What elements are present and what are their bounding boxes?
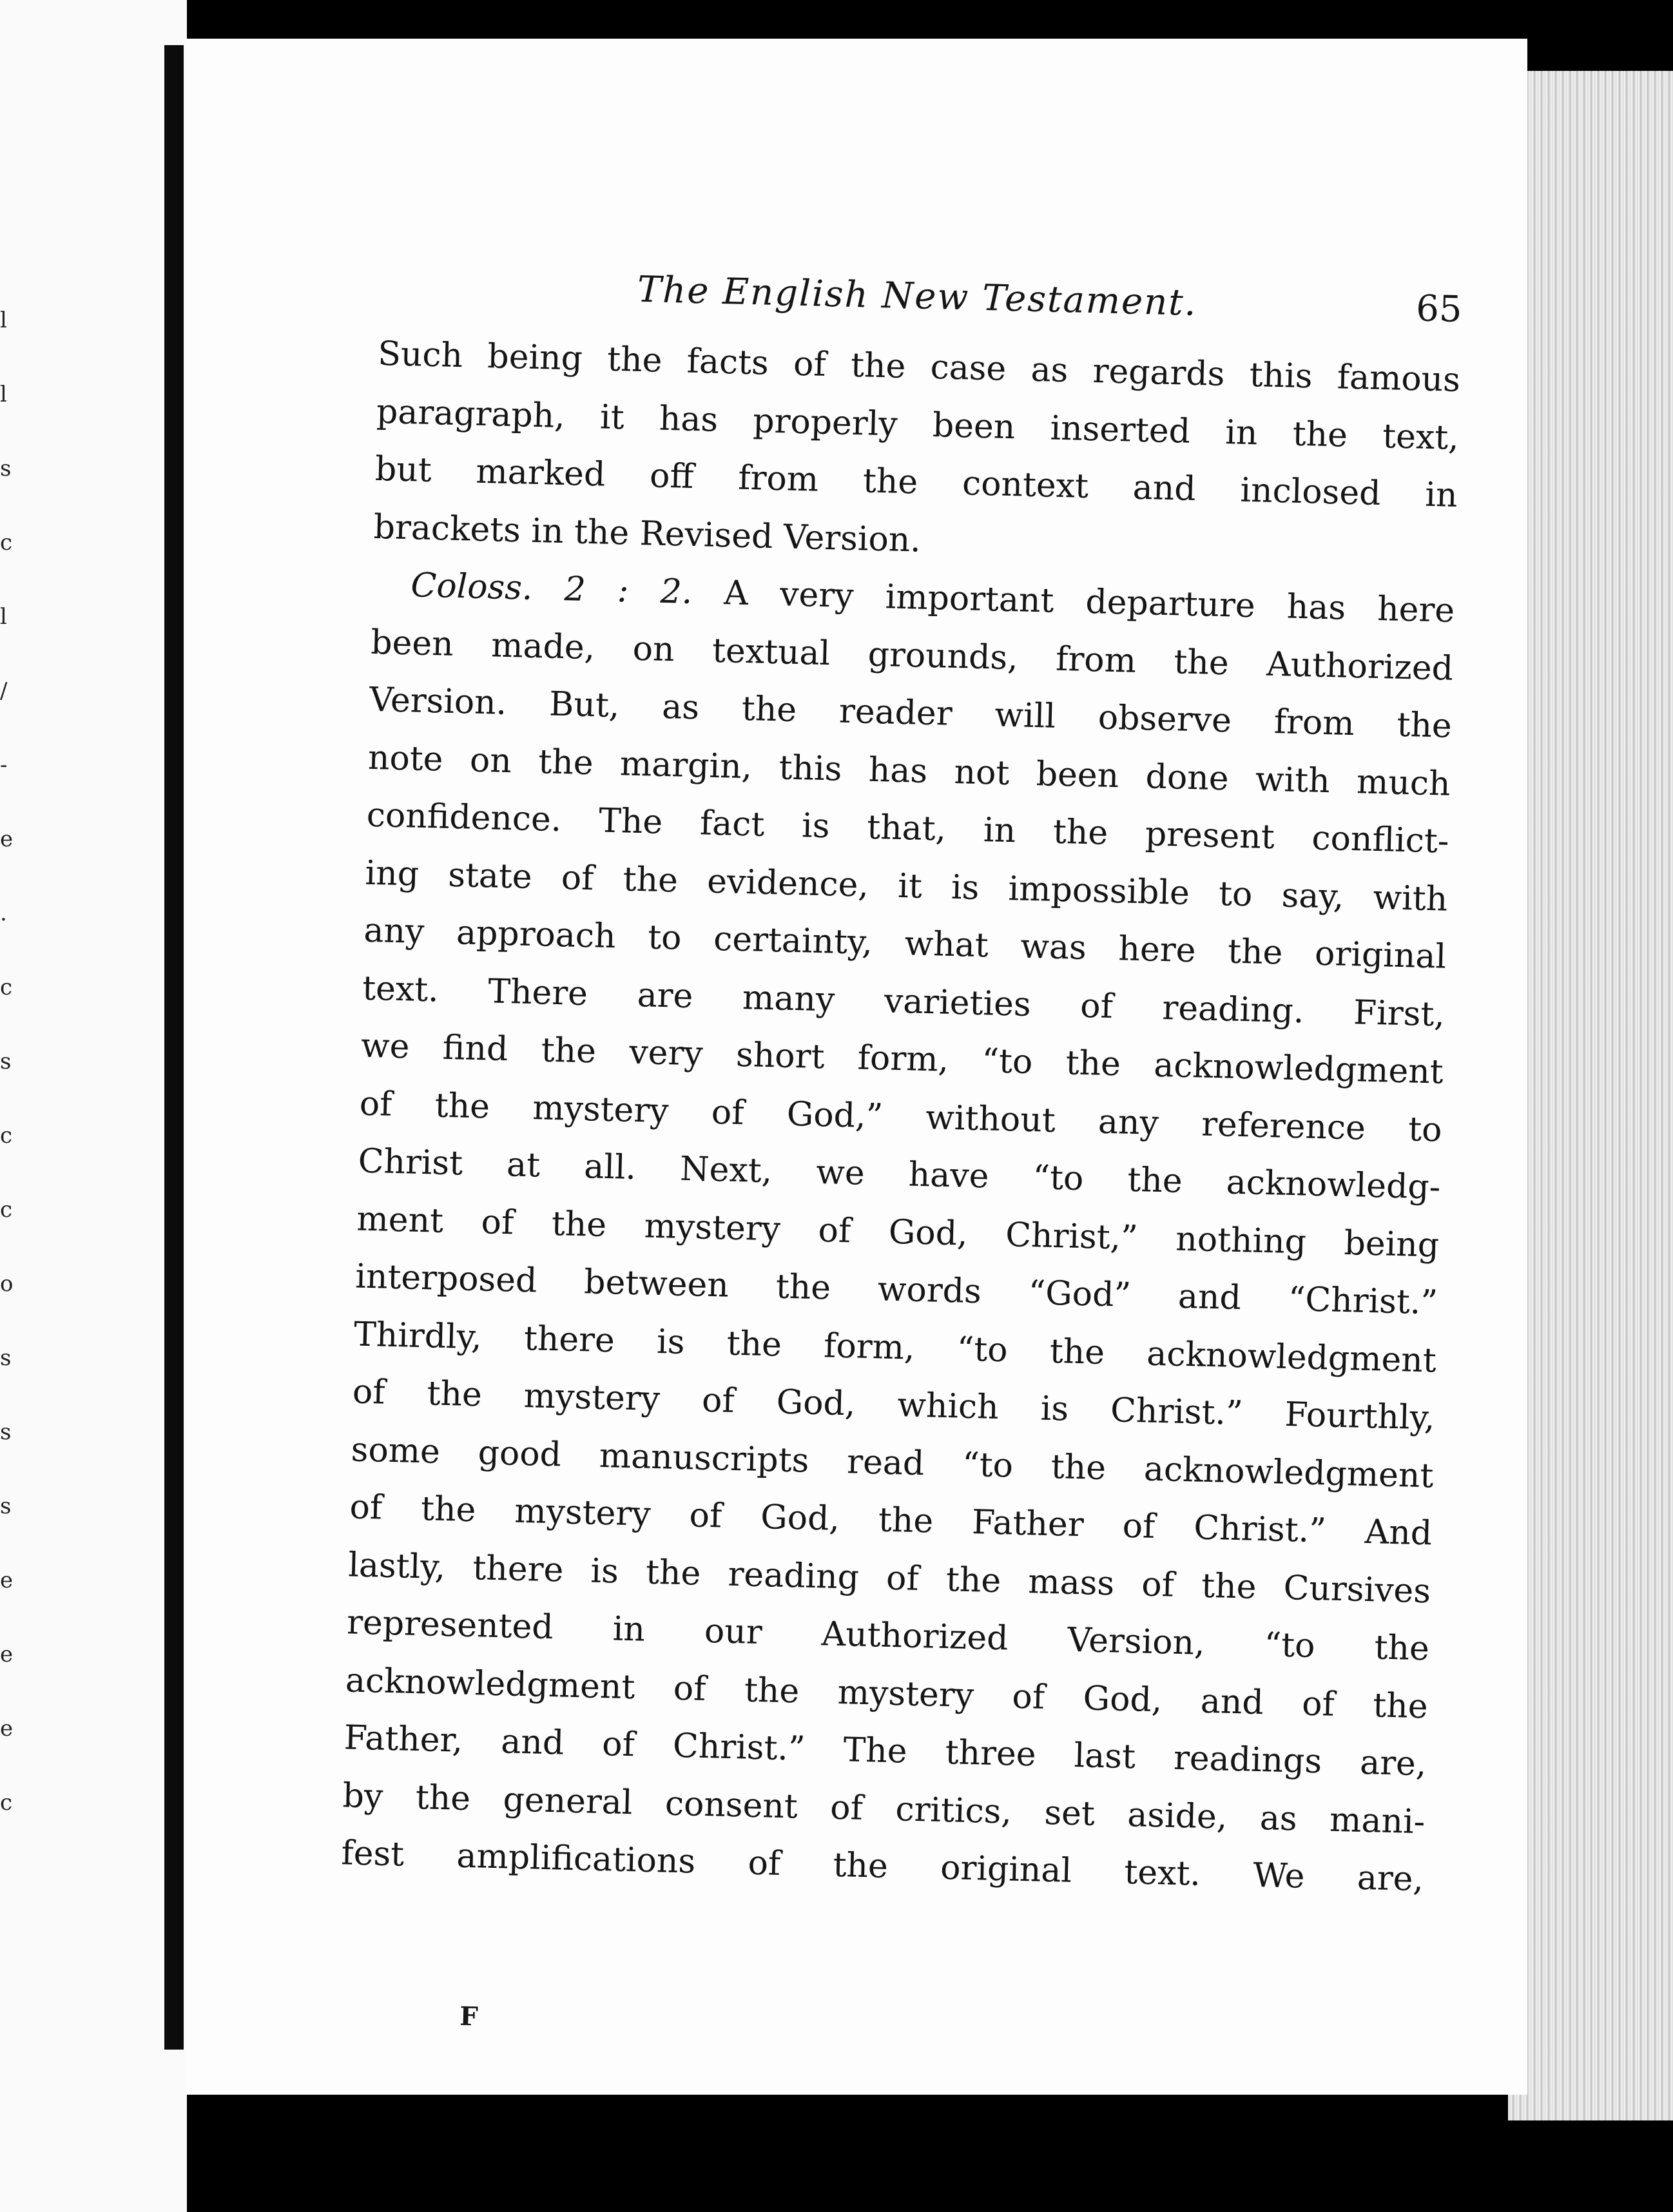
signature-mark: F	[459, 2001, 479, 2032]
text-line: represented in our Authorized Version, “to the	[346, 1603, 1430, 1669]
text-line: by the general consent of critics, set aside, as mani-	[342, 1776, 1426, 1841]
paragraph-lead: A very important departure has here	[723, 574, 1455, 630]
left-page	[0, 0, 187, 2212]
margin-mark: e	[0, 826, 14, 852]
left-page-edge-text	[0, 284, 26, 1843]
margin-mark: e	[0, 1642, 14, 1667]
margin-mark: l	[0, 604, 7, 630]
margin-mark: s	[0, 456, 12, 481]
text-line: brackets in the Revised Version.	[373, 507, 922, 560]
book-spine-gutter	[164, 45, 184, 2050]
scripture-reference: Coloss. 2 : 2.	[410, 566, 693, 612]
margin-mark: -	[0, 752, 8, 778]
margin-mark: s	[0, 1493, 12, 1519]
margin-mark: l	[0, 382, 7, 407]
text-line: interposed between the words “God” and “Christ.”	[354, 1257, 1438, 1323]
text-line: of the mystery of God,” without any reference to	[359, 1084, 1443, 1150]
page-number: 65	[1415, 287, 1463, 331]
page-content	[337, 258, 1463, 2062]
margin-mark: s	[0, 1419, 12, 1445]
margin-mark: c	[0, 530, 13, 556]
text-line: any approach to certainty, what was here the original	[363, 911, 1447, 976]
text-line: paragraph, it has properly been inserted in the text,	[376, 392, 1460, 458]
margin-mark: c	[0, 1123, 13, 1149]
page-stack-edge	[1508, 71, 1673, 2120]
margin-mark: /	[0, 678, 8, 704]
margin-mark: s	[0, 1049, 12, 1074]
text-line: been made, on textual grounds, from the Authorized	[370, 623, 1454, 688]
margin-mark: c	[0, 975, 13, 1000]
margin-mark: l	[0, 307, 7, 333]
text-line: ment of the mystery of God, Christ,” nothing being	[356, 1199, 1440, 1265]
margin-mark: e	[0, 1567, 14, 1593]
text-line: lastly, there is the reading of the mass of the Cursives	[347, 1545, 1431, 1611]
text-line: ing state of the evidence, it is impossible to say, with	[364, 853, 1448, 919]
running-header-title: The English New Testament.	[637, 268, 1198, 324]
margin-mark: s	[0, 1345, 12, 1371]
text-line: but marked off from the context and inclosed in	[374, 449, 1458, 515]
text-line: Father, and of Christ.” The three last readings are,	[343, 1718, 1427, 1784]
text-line: Thirdly, there is the form, “to the acknowledgment	[353, 1315, 1437, 1381]
margin-mark: .	[0, 900, 7, 926]
text-line: of the mystery of God, which is Christ.” Fourthly,	[352, 1372, 1436, 1438]
text-line: confidence. The fact is that, in the present conflict-	[366, 795, 1450, 861]
text-line: Such being the facts of the case as regards this famous	[377, 334, 1461, 400]
text-line: fest amplifications of the original text. We are,	[340, 1834, 1424, 1899]
text-line: we find the very short form, “to the acknowledgment	[360, 1026, 1444, 1092]
text-line: Version. But, as the reader will observe from the	[369, 680, 1453, 746]
margin-mark: c	[0, 1197, 13, 1223]
margin-mark: o	[0, 1271, 14, 1297]
margin-mark: c	[0, 1790, 13, 1816]
text-line: of the mystery of God, the Father of Christ.” And	[349, 1488, 1433, 1553]
text-line: note on the margin, this has not been done with much	[367, 738, 1451, 804]
body-text	[340, 325, 1461, 1909]
text-line: some good manuscripts read “to the acknowledgment	[351, 1430, 1435, 1495]
right-page	[187, 39, 1527, 2095]
text-line: Christ at all. Next, we have “to the acknowledg-	[358, 1141, 1441, 1207]
text-line: text. There are many varieties of reading. First,	[362, 969, 1446, 1034]
margin-mark: e	[0, 1716, 14, 1741]
text-line: acknowledgment of the mystery of God, and of the	[345, 1660, 1429, 1726]
